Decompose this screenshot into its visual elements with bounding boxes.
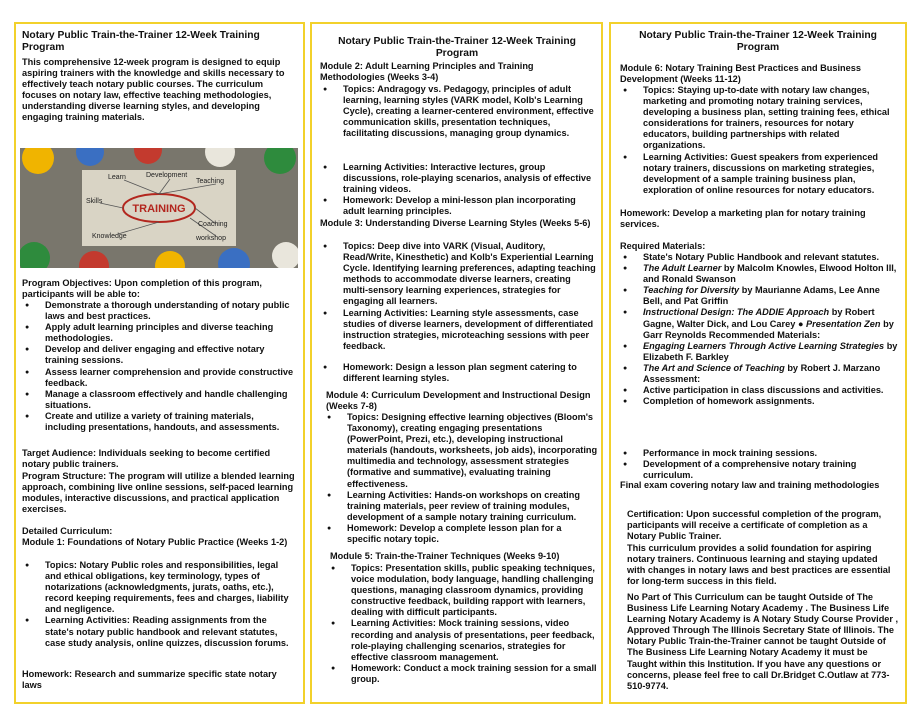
image-word: workshop [196,235,226,242]
module-4-list [324,412,598,545]
book-title: Presentation Zen [805,318,881,329]
image-word: Skills [86,198,103,205]
brochure-panel-middle [310,22,603,704]
materials-list [620,252,898,407]
list-item: ● Homework: Develop a complete lesson plan for a specific notary topic. [324,523,598,545]
module-2-activities [320,162,596,217]
certification-text: Certification: Upon successful completion of the program, participants will receive a certificate of completion as a Notary Public Trainer. [627,509,882,542]
module-1-title: Module 1: Foundations of Notary Public Practice (Weeks 1-2) [22,537,288,547]
brochure-panel-left [14,22,305,704]
panel-title: Notary Public Train-the-Trainer 12-Week Training Program [639,30,877,53]
module-2-title: Module 2: Adult Learning Principles and Training Methodologies (Weeks 3-4) [320,61,534,83]
program-intro: This comprehensive 12-week program is designed to equip aspiring trainers with the knowledge and skills necessary to effectively teach notary public courses. The curriculum focuses on notary law, effective teaching methodologies, understanding diverse learning styles, and developing engaging training materials. [22,57,285,123]
module-1-list [22,560,294,649]
brochure-panel-right [609,22,907,704]
book-authors: by Maurianne Adams, Lee Anne Bell, and Pat Griffin [643,285,880,307]
list-item: ● Apply adult learning principles and diverse teaching methodologies. [22,322,294,344]
list-item: ● Develop and deliver engaging and effective notary training sessions. [22,344,294,366]
panel-title: Notary Public Train-the-Trainer 12-Week Training Program [22,30,260,53]
final-exam: Final exam covering notary law and training methodologies [620,480,880,490]
book-authors: by Robert Gagne, Walter Dick, and Lou Carey ● [643,307,875,329]
module-2-topics [320,84,596,139]
list-item: ● Topics: Andragogy vs. Pedagogy, principles of adult learning, learning styles (VARK model, Kolb's Learning Cycle), creating a learner-centered environment, effective communication skills, presentation techniques, facilitating discussions, managing group dynamics. [320,84,596,139]
module-3-homework [320,362,596,384]
book-title: Teaching for Diversity [643,285,740,296]
module-3-title: Module 3: Understanding Diverse Learning Styles (Weeks 5-6) [320,218,591,228]
objectives-heading: Program Objectives: Upon completion of this program, participants will be able to: [22,278,262,300]
list-item: ● Learning Activities: Interactive lectures, group discussions, role-playing scenarios, analysis of effective training videos. [320,162,596,195]
image-word: Coaching [198,221,228,228]
program-structure: Program Structure: The program will utilize a blended learning approach, combining live online sessions, self-paced learning modules, interactive discussions, and practical application exercises. [22,471,295,515]
image-word: Learn [108,174,126,181]
book-authors: by Malcolm Knowles, Elwood Holton III, and Ronald Swanson [643,263,897,285]
target-audience: Target Audience: Individuals seeking to become certified notary public trainers. [22,448,271,470]
book-authors: by Robert J. Marzano Assessment: [643,362,881,385]
list-item: ● Completion of homework assignments. [620,396,898,407]
book-authors: by Elizabeth F. Barkley [643,340,898,362]
list-item: ● Homework: Conduct a mock training session for a small group. [328,663,598,685]
list-item: ● Assess learner comprehension and provide constructive feedback. [22,367,294,389]
module-6-list [620,85,898,196]
objectives-list [22,300,294,433]
book-title: Engaging Learners Through Active Learning Strategies [643,340,885,351]
training-photo [20,148,298,268]
list-item: ● Create and utilize a variety of training materials, including presentations, handouts, and assessments. [22,411,294,433]
list-item: ● Topics: Designing effective learning objectives (Bloom's Taxonomy), creating engaging presentations (PowerPoint, Prezi, etc.), developing instructional materials (handouts, worksheets, job aids), incorporating multimedia and technology, assessment strategies (formative and summative), evaluating training effectiveness. [324,412,598,490]
module-5-list [328,563,598,685]
module-1-homework: Homework: Research and summarize specific state notary laws [22,669,277,691]
list-item: ● Learning Activities: Hands-on workshops on creating training materials, peer review of training modules, development of a sample notary training curriculum. [324,490,598,523]
module-3-topics [320,241,596,352]
list-item: ● Performance in mock training sessions. [620,448,898,459]
book-title: Instructional Design: The ADDIE Approach [643,307,830,318]
list-item: ● Topics: Staying up-to-date with notary law changes, marketing and promoting notary training services, developing a business plan, setting training fees, ethical considerations for trainers, resources for notary educators, building partnerships with related organizations. [620,85,898,152]
list-item: ● Learning Activities: Reading assignments from the state's notary public handbook and relevant statutes, case study analysis, online quizzes, discussion forums. [22,615,294,648]
detailed-curriculum-heading: Detailed Curriculum: [22,526,113,536]
image-word: Teaching [196,178,225,185]
list-item: ● Homework: Develop a mini-lesson plan incorporating adult learning principles. [320,195,596,217]
list-item: ● Topics: Notary Public roles and responsibilities, legal and ethical obligations, key terminology, types of notarizations (acknowledgments, jurats, oaths, etc.), record keeping requirements, fees and charges, liability and negligence. [22,560,294,615]
assessment-list [620,448,898,481]
list-item: ● Manage a classroom effectively and handle challenging situations. [22,389,294,411]
required-materials-heading: Required Materials: [620,241,706,251]
list-item: ● Topics: Deep dive into VARK (Visual, Auditory, Read/Write, Kinesthetic) and Kolb's Experiential Learning Cycle. Identifying learning preferences, adapting teaching methods to accommodate diverse learners, creating multi-sensory learning experiences, strategies for engaging all learners. [320,241,596,308]
module-5-title: Module 5: Train-the-Trainer Techniques (Weeks 9-10) [330,551,560,561]
book-title: The Art and Science of Teaching [643,362,785,373]
list-item: ● Development of a comprehensive notary training curriculum. [620,459,898,481]
module-4-title: Module 4: Curriculum Development and Instructional Design (Weeks 7-8) [326,390,591,412]
book-authors: by Garr Reynolds Recommended Materials: [643,318,894,340]
module-6-homework: Homework: Develop a marketing plan for notary training services. [620,208,866,230]
list-item [620,307,898,340]
list-item: ● Active participation in class discussions and activities. [620,385,898,396]
list-item: ● Demonstrate a thorough understanding of notary public laws and best practices. [22,300,294,322]
list-item [620,363,898,385]
image-word: Development [146,172,188,179]
module-6-title: Module 6: Notary Training Best Practices and Business Development (Weeks 11-12) [620,63,861,85]
list-item [620,263,898,285]
list-item [620,285,898,307]
curriculum-foundation-text: This curriculum provides a solid foundation for aspiring notary trainers. Continuous learning and staying updated with changes in notary laws and best practices are essential for long-term success in this field. [627,543,891,587]
list-item: ● Learning Activities: Guest speakers from experienced notary trainers, discussions on marketing strategies, development of a sample training business plan, exploration of online resources for notary educators. [620,152,898,196]
panel-title: Notary Public Train-the-Trainer 12-Week Training Program [338,36,576,59]
list-item: ● Learning Activities: Learning style assessments, case studies of diverse learners, development of differentiated instruction strategies, microteaching sessions with peer feedback. [320,308,596,352]
book-title: The Adult Learner [643,263,722,274]
training-illustration [20,148,298,268]
list-item: ● Topics: Presentation skills, public speaking techniques, voice modulation, body language, handling challenging questions, managing classroom dynamics, providing constructive feedback, building rapport with learners, dealing with difficult participants. [328,563,598,618]
image-word: Knowledge [92,233,127,240]
list-item: ● Learning Activities: Mock training sessions, video recording and analysis of presentations, peer feedback, role-playing challenging scenarios, strategies for effective classroom management. [328,618,598,662]
list-item: ● Homework: Design a lesson plan segment catering to different learning styles. [320,362,596,384]
copyright-notice: No Part of This Curriculum can be taught Outside of The Business Life Learning Notary Academy . The Business Life Learning Notary Academy is A Notary Study Course Provider , Approved Through The Illinois Secretary State of Illinois. The Notary Public Train-the-Trainer cannot be taught Outside of The Business Life Learning Notary Academy it must be Taught within this Institution. If you have any questions or concerns, please feel free to call Dr.Bridget C.Outlaw at 773-510-9774. [627,592,899,691]
training-word: TRAINING [132,203,186,215]
list-item: ● State's Notary Public Handbook and relevant statutes. [620,252,898,263]
list-item [620,341,898,363]
